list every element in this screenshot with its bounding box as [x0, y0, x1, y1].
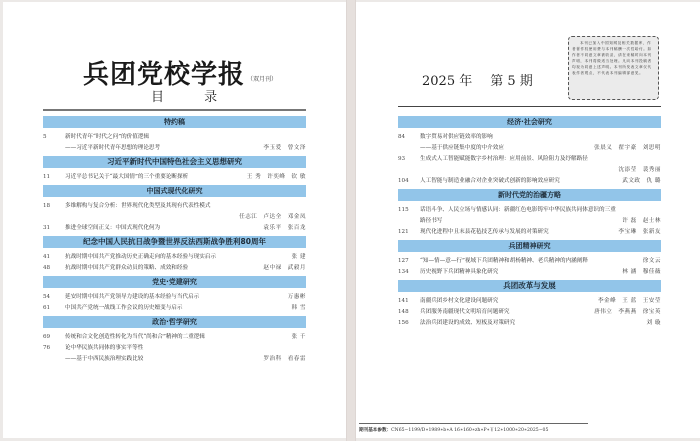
authors: 张 千	[291, 334, 306, 340]
issue-number: 第 5 期	[490, 74, 533, 89]
article-title: 抗战时期中国共产党推动历史正确走向的基本经验与现实启示	[65, 254, 217, 260]
toc-left	[43, 116, 306, 365]
authors: 李玉爱 曾文泽	[263, 145, 306, 151]
page-number: 121	[398, 229, 409, 235]
authors: 徐文云	[642, 258, 661, 264]
page-number: 69	[43, 334, 51, 340]
section-header: 中国式现代化研究	[43, 185, 306, 197]
section-header: 经济·社会研究	[398, 116, 661, 128]
authors: 刘 璇	[646, 320, 661, 326]
article-subtitle: ——习近平新时代青年思想的理论思考	[65, 145, 161, 151]
article-title: 多维解构与复合分析：世界现代化类型及其现有代表性模式	[65, 203, 211, 209]
toc-entry[interactable]	[398, 307, 661, 318]
journal-parameters	[359, 427, 548, 433]
page-number: 148	[398, 309, 409, 315]
article-subtitle: ——基于中西民族治理实践比较	[65, 356, 144, 362]
toc-entry[interactable]	[43, 303, 306, 314]
toc-entry[interactable]	[43, 132, 306, 154]
authors: 王 秀 许奕峰 钦 敏	[246, 174, 306, 180]
toc-entry[interactable]	[43, 172, 306, 183]
authors: 罗治科 看春雷	[263, 356, 306, 362]
toc-entry[interactable]	[398, 267, 661, 278]
article-title: 生成式人工智能赋能数字乡村治理：应用前景、风险阻力及纾解路径	[420, 156, 588, 162]
article-title: “知—情—意—行”视域下兵团精神和胡杨精神、老兵精神的内涵阐释	[420, 258, 588, 264]
page-number: 115	[398, 207, 409, 213]
authors: 武文政 仇 璐	[622, 178, 661, 184]
toc-entry[interactable]	[43, 343, 306, 365]
toc-right	[398, 116, 661, 329]
authors: 李宝琳 张新友	[618, 229, 661, 235]
article-title: 推进全球空间正义：中国式现代化何为	[65, 225, 161, 231]
section-header: 政治·哲学研究	[43, 316, 306, 328]
article-subtitle: ——基于供应链集中度的中介效应	[420, 145, 504, 151]
section-header: 特约稿	[43, 116, 306, 128]
toc-entry[interactable]	[43, 263, 306, 274]
page-number: 5	[43, 134, 47, 140]
toc-entry[interactable]	[398, 132, 661, 154]
toc-entry[interactable]	[398, 318, 661, 329]
header-rule	[398, 106, 661, 107]
article-title: 数字贸易对供应链效率的影响	[420, 134, 493, 140]
page-number: 18	[43, 203, 51, 209]
section-header: 兵团改革与发展	[398, 280, 661, 292]
issue-info	[422, 70, 533, 89]
authors: 唐伟立 李燕燕 徐宝英	[594, 309, 661, 315]
toc-entry[interactable]	[398, 256, 661, 267]
toc-entry[interactable]	[43, 223, 306, 234]
parameters-value: CN65−1199/D∗1989∗b∗A 16∗160∗zh∗P∗￥12∗1000∗20∗2025−05	[391, 428, 549, 433]
toc-entry[interactable]	[398, 227, 661, 238]
section-header: 纪念中国人民抗日战争暨世界反法西斯战争胜利80周年	[43, 236, 306, 248]
article-title-continuation: 路径书写	[420, 218, 443, 224]
toc-entry[interactable]	[43, 332, 306, 343]
authors: 赵中禄 武毅月	[263, 265, 306, 271]
article-title: 人工智能与制造业融合对企业突破式创新的影响效应研究	[420, 178, 560, 184]
page-number: 48	[43, 265, 51, 271]
article-title: 论中华民族共同体的事实平等性	[65, 345, 144, 351]
journal-frequency: （双月刊）	[247, 76, 278, 83]
article-title: 话语斗争、人民立场与情感认同：新疆红色电影铸牢中华民族共同体意识的三重	[420, 207, 616, 213]
section-header: 兵团精神研究	[398, 240, 661, 252]
toc-entry[interactable]	[43, 201, 306, 223]
page-number: 54	[43, 294, 51, 300]
article-title: 中国共产党统一战线工作会议的历史嬗变与启示	[65, 305, 183, 311]
toc-entry[interactable]	[398, 205, 661, 227]
page-number: 11	[43, 174, 51, 180]
page-number: 84	[398, 134, 406, 140]
page-number: 76	[43, 345, 51, 351]
article-title: 现代化进程中且末县花毡技艺传承与发展的对策研究	[420, 229, 549, 235]
article-title: 兵团服务南疆现代文明培育问题研究	[420, 309, 510, 315]
authors: 沈添莹 裴秀丽	[618, 167, 661, 173]
article-title: 南疆兵团乡村文化建设问题研究	[420, 298, 499, 304]
header-rule	[43, 109, 306, 111]
authors: 袁乐平 张百龙	[263, 225, 306, 231]
section-header: 新时代党的治疆方略	[398, 189, 661, 201]
authors: 张 建	[291, 254, 306, 260]
page-number: 156	[398, 320, 409, 326]
article-title: 延安时期中国共产党领导力建设的基本经验与当代启示	[65, 294, 200, 300]
copyright-notice-box: 本刊已加入中国知网及相关数据库，作者著作权使用费与本刊稿酬一次性给付。如作者不同意文章被收录，请在来稿时向本刊声明，本刊将做适当处理。凡向本刊投稿者均视为同意上述声明。本刊所发表文章仅代表作者观点，不代表本刊编辑部意见。	[568, 36, 659, 100]
issue-year: 2025 年	[422, 74, 473, 89]
article-title: 抗战时期中国共产党群众动员的策略、成效和经验	[65, 265, 189, 271]
toc-entry[interactable]	[43, 252, 306, 263]
authors: 韩 雪	[291, 305, 306, 311]
article-title: 传统和合文化创造性转化为当代“尚和合”精神的二重逻辑	[65, 334, 205, 340]
parameters-label: 期刊基本参数：	[359, 428, 392, 433]
page-number: 93	[398, 156, 406, 162]
footer-rule	[359, 423, 588, 424]
authors: 林 涵 穆佳薇	[622, 269, 661, 275]
section-header: 习近平新时代中国特色社会主义思想研究	[43, 156, 306, 168]
page-number: 127	[398, 258, 409, 264]
article-title: 新时代青年“时代之问”的价值逻辑	[65, 134, 150, 140]
article-title: 法治兵团建设的成效、短板及对策研究	[420, 320, 516, 326]
page-left	[3, 2, 346, 438]
toc-entry[interactable]	[43, 292, 306, 303]
toc-entry[interactable]	[398, 176, 661, 187]
page-number: 31	[43, 225, 51, 231]
authors: 李金峰 王 蓝 王安莹	[597, 298, 661, 304]
authors: 张晨义 翟宇豪 刘思明	[594, 145, 661, 151]
page-number: 141	[398, 298, 409, 304]
article-title: 历史视野下兵团精神具象化研究	[420, 269, 499, 275]
page-number: 134	[398, 269, 409, 275]
page-number: 61	[43, 305, 51, 311]
page-number: 104	[398, 178, 409, 184]
toc-entry[interactable]	[398, 154, 661, 176]
toc-title: 目 录	[151, 90, 236, 105]
toc-entry[interactable]	[398, 296, 661, 307]
article-title: 习近平总书记关于“最大国情”的三个重要论断探析	[65, 174, 189, 180]
authors: 许 磊 赵士林	[622, 218, 661, 224]
page-right	[356, 2, 700, 438]
journal-name: 兵团党校学报	[83, 60, 246, 90]
authors: 任志江 卢达全 邓金凤	[239, 214, 306, 220]
section-header: 党史·党建研究	[43, 276, 306, 288]
page-gutter	[346, 0, 356, 441]
page-number: 41	[43, 254, 51, 260]
authors: 万惠彬	[287, 294, 306, 300]
